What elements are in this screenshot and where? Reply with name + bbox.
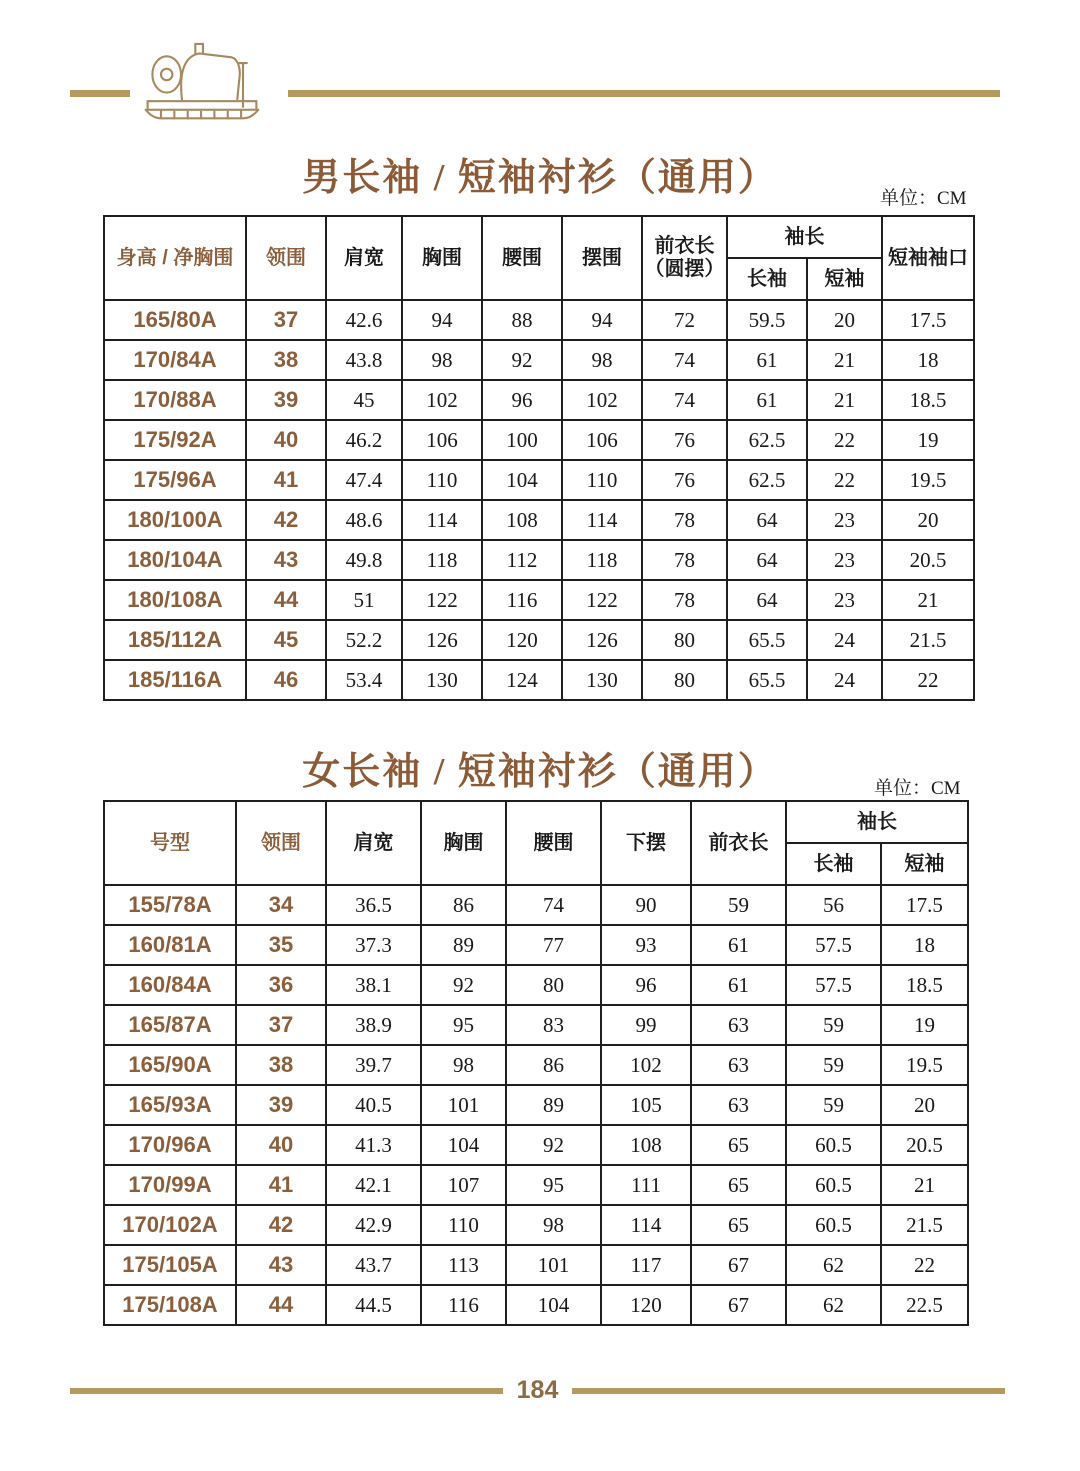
table-cell: 100 bbox=[482, 420, 562, 460]
table-cell: 39 bbox=[236, 1085, 326, 1125]
table-cell: 45 bbox=[246, 620, 326, 660]
table-cell: 40 bbox=[236, 1125, 326, 1165]
header-rule-right bbox=[288, 90, 1000, 97]
table-cell: 106 bbox=[562, 420, 642, 460]
table-cell: 22 bbox=[882, 660, 974, 700]
table-cell: 89 bbox=[506, 1085, 601, 1125]
table-cell: 24 bbox=[807, 660, 882, 700]
table-cell: 63 bbox=[691, 1085, 786, 1125]
table-cell: 42 bbox=[236, 1205, 326, 1245]
column-header-collar: 领围 bbox=[246, 216, 326, 300]
table-cell: 44.5 bbox=[326, 1285, 421, 1325]
table-cell: 62.5 bbox=[727, 420, 807, 460]
table-cell: 35 bbox=[236, 925, 326, 965]
table-cell: 98 bbox=[562, 340, 642, 380]
table-cell: 83 bbox=[506, 1005, 601, 1045]
table-cell: 76 bbox=[642, 460, 727, 500]
table-row bbox=[104, 1005, 968, 1045]
table-cell: 18.5 bbox=[882, 380, 974, 420]
table-cell: 80 bbox=[642, 660, 727, 700]
unit-label-mens: 单位：CM bbox=[880, 188, 967, 209]
table-cell: 41 bbox=[246, 460, 326, 500]
table-cell: 104 bbox=[482, 460, 562, 500]
table-cell: 165/87A bbox=[104, 1005, 236, 1045]
front-length-line2: （圆摆） bbox=[644, 258, 725, 280]
table-cell: 65.5 bbox=[727, 620, 807, 660]
table-cell: 74 bbox=[642, 380, 727, 420]
table-cell: 57.5 bbox=[786, 965, 881, 1005]
table-cell: 117 bbox=[601, 1245, 691, 1285]
table-cell: 65.5 bbox=[727, 660, 807, 700]
column-header-height-chest: 身高 / 净胸围 bbox=[104, 216, 246, 300]
table-cell: 111 bbox=[601, 1165, 691, 1205]
table-cell: 43.7 bbox=[326, 1245, 421, 1285]
table-cell: 64 bbox=[727, 580, 807, 620]
table-cell: 61 bbox=[727, 380, 807, 420]
page-number: 184 bbox=[516, 1376, 559, 1404]
table-cell: 42.6 bbox=[326, 300, 402, 340]
table-cell: 63 bbox=[691, 1005, 786, 1045]
table-cell: 122 bbox=[402, 580, 482, 620]
front-length-line1: 前衣长 bbox=[654, 235, 715, 257]
table-cell: 19 bbox=[881, 1005, 968, 1045]
table-cell: 43 bbox=[236, 1245, 326, 1285]
table-cell: 110 bbox=[562, 460, 642, 500]
table-cell: 107 bbox=[421, 1165, 506, 1205]
table-cell: 23 bbox=[807, 540, 882, 580]
table-row bbox=[104, 380, 974, 420]
table-cell: 94 bbox=[562, 300, 642, 340]
table-cell: 20 bbox=[807, 300, 882, 340]
table-cell: 120 bbox=[482, 620, 562, 660]
table-row bbox=[104, 580, 974, 620]
table-cell: 43 bbox=[246, 540, 326, 580]
table-cell: 165/93A bbox=[104, 1085, 236, 1125]
table-cell: 36.5 bbox=[326, 885, 421, 925]
table-cell: 20.5 bbox=[882, 540, 974, 580]
column-header-front-length: 前衣长 bbox=[691, 801, 786, 885]
table-cell: 80 bbox=[642, 620, 727, 660]
table-cell: 36 bbox=[236, 965, 326, 1005]
table-cell: 37 bbox=[236, 1005, 326, 1045]
table-cell: 175/96A bbox=[104, 460, 246, 500]
table-cell: 175/92A bbox=[104, 420, 246, 460]
table-cell: 21.5 bbox=[882, 620, 974, 660]
table-cell: 124 bbox=[482, 660, 562, 700]
table-cell: 170/102A bbox=[104, 1205, 236, 1245]
womens-size-table bbox=[103, 800, 969, 1326]
table-cell: 88 bbox=[482, 300, 562, 340]
table-cell: 61 bbox=[691, 925, 786, 965]
column-header-waist: 腰围 bbox=[506, 801, 601, 885]
table-cell: 118 bbox=[562, 540, 642, 580]
column-header-bust: 胸围 bbox=[421, 801, 506, 885]
table-cell: 20.5 bbox=[881, 1125, 968, 1165]
table-cell: 52.2 bbox=[326, 620, 402, 660]
table-cell: 61 bbox=[691, 965, 786, 1005]
table-cell: 63 bbox=[691, 1045, 786, 1085]
table-cell: 105 bbox=[601, 1085, 691, 1125]
table-cell: 67 bbox=[691, 1285, 786, 1325]
table-cell: 46.2 bbox=[326, 420, 402, 460]
table-row bbox=[104, 1125, 968, 1165]
header-row bbox=[104, 801, 968, 843]
table-cell: 76 bbox=[642, 420, 727, 460]
table-cell: 42 bbox=[246, 500, 326, 540]
table-row bbox=[104, 340, 974, 380]
table-cell: 98 bbox=[402, 340, 482, 380]
table-cell: 40 bbox=[246, 420, 326, 460]
table-cell: 23 bbox=[807, 500, 882, 540]
table-cell: 116 bbox=[482, 580, 562, 620]
footer-rule-left bbox=[70, 1388, 503, 1394]
table-cell: 175/105A bbox=[104, 1245, 236, 1285]
table-cell: 130 bbox=[562, 660, 642, 700]
table-cell: 59 bbox=[786, 1045, 881, 1085]
table-cell: 90 bbox=[601, 885, 691, 925]
table-row bbox=[104, 925, 968, 965]
table-cell: 114 bbox=[601, 1205, 691, 1245]
table-cell: 59.5 bbox=[727, 300, 807, 340]
table-cell: 180/104A bbox=[104, 540, 246, 580]
table-cell: 19.5 bbox=[882, 460, 974, 500]
table-cell: 94 bbox=[402, 300, 482, 340]
table-cell: 165/80A bbox=[104, 300, 246, 340]
table-cell: 98 bbox=[421, 1045, 506, 1085]
table-row bbox=[104, 1245, 968, 1285]
table-cell: 104 bbox=[421, 1125, 506, 1165]
table-cell: 95 bbox=[506, 1165, 601, 1205]
table-cell: 78 bbox=[642, 500, 727, 540]
table-cell: 44 bbox=[236, 1285, 326, 1325]
table-cell: 67 bbox=[691, 1245, 786, 1285]
column-header-hem: 下摆 bbox=[601, 801, 691, 885]
table-cell: 180/100A bbox=[104, 500, 246, 540]
womens-section-title: 女长袖 / 短袖衬衫（通用） bbox=[302, 751, 778, 793]
table-cell: 49.8 bbox=[326, 540, 402, 580]
table-cell: 104 bbox=[506, 1285, 601, 1325]
table-cell: 38.9 bbox=[326, 1005, 421, 1045]
table-cell: 126 bbox=[562, 620, 642, 660]
table-cell: 53.4 bbox=[326, 660, 402, 700]
table-cell: 96 bbox=[482, 380, 562, 420]
table-cell: 42.9 bbox=[326, 1205, 421, 1245]
table-cell: 64 bbox=[727, 540, 807, 580]
table-cell: 78 bbox=[642, 580, 727, 620]
table-cell: 44 bbox=[246, 580, 326, 620]
table-cell: 108 bbox=[601, 1125, 691, 1165]
column-header-front-length bbox=[642, 216, 727, 300]
table-cell: 18 bbox=[882, 340, 974, 380]
table-cell: 170/84A bbox=[104, 340, 246, 380]
table-cell: 95 bbox=[421, 1005, 506, 1045]
table-cell: 37.3 bbox=[326, 925, 421, 965]
table-cell: 106 bbox=[402, 420, 482, 460]
table-cell: 118 bbox=[402, 540, 482, 580]
table-cell: 21.5 bbox=[881, 1205, 968, 1245]
table-cell: 21 bbox=[807, 340, 882, 380]
table-cell: 65 bbox=[691, 1165, 786, 1205]
column-header-short-sleeve: 短袖 bbox=[881, 843, 968, 885]
table-cell: 18.5 bbox=[881, 965, 968, 1005]
table-cell: 170/96A bbox=[104, 1125, 236, 1165]
header-row bbox=[104, 216, 974, 258]
column-header-short-cuff: 短袖袖口 bbox=[882, 216, 974, 300]
footer-rule-right bbox=[572, 1388, 1005, 1394]
table-cell: 43.8 bbox=[326, 340, 402, 380]
table-cell: 42.1 bbox=[326, 1165, 421, 1205]
column-header-sleeve-group: 袖长 bbox=[786, 801, 968, 843]
table-cell: 122 bbox=[562, 580, 642, 620]
table-cell: 114 bbox=[562, 500, 642, 540]
table-cell: 92 bbox=[506, 1125, 601, 1165]
table-cell: 60.5 bbox=[786, 1165, 881, 1205]
table-cell: 22 bbox=[881, 1245, 968, 1285]
table-cell: 62 bbox=[786, 1245, 881, 1285]
table-row bbox=[104, 300, 974, 340]
table-row bbox=[104, 1085, 968, 1125]
table-cell: 22.5 bbox=[881, 1285, 968, 1325]
table-cell: 165/90A bbox=[104, 1045, 236, 1085]
table-cell: 130 bbox=[402, 660, 482, 700]
table-cell: 72 bbox=[642, 300, 727, 340]
table-row bbox=[104, 965, 968, 1005]
table-cell: 102 bbox=[402, 380, 482, 420]
table-row bbox=[104, 420, 974, 460]
table-cell: 38 bbox=[236, 1045, 326, 1085]
table-cell: 126 bbox=[402, 620, 482, 660]
table-cell: 102 bbox=[562, 380, 642, 420]
table-cell: 59 bbox=[786, 1085, 881, 1125]
table-cell: 57.5 bbox=[786, 925, 881, 965]
table-cell: 160/81A bbox=[104, 925, 236, 965]
table-cell: 113 bbox=[421, 1245, 506, 1285]
table-cell: 175/108A bbox=[104, 1285, 236, 1325]
table-cell: 41.3 bbox=[326, 1125, 421, 1165]
column-header-hem: 摆围 bbox=[562, 216, 642, 300]
table-cell: 38.1 bbox=[326, 965, 421, 1005]
column-header-bust: 胸围 bbox=[402, 216, 482, 300]
table-row bbox=[104, 1165, 968, 1205]
table-cell: 47.4 bbox=[326, 460, 402, 500]
table-cell: 45 bbox=[326, 380, 402, 420]
table-row bbox=[104, 460, 974, 500]
unit-label-womens: 单位：CM bbox=[874, 778, 961, 799]
table-cell: 39.7 bbox=[326, 1045, 421, 1085]
table-cell: 18 bbox=[881, 925, 968, 965]
table-cell: 17.5 bbox=[881, 885, 968, 925]
table-cell: 98 bbox=[506, 1205, 601, 1245]
table-cell: 78 bbox=[642, 540, 727, 580]
table-cell: 102 bbox=[601, 1045, 691, 1085]
table-row bbox=[104, 660, 974, 700]
table-cell: 86 bbox=[421, 885, 506, 925]
table-cell: 22 bbox=[807, 420, 882, 460]
header-rule-left bbox=[70, 90, 130, 97]
table-row bbox=[104, 620, 974, 660]
table-cell: 34 bbox=[236, 885, 326, 925]
column-header-short-sleeve: 短袖 bbox=[807, 258, 882, 300]
table-cell: 62.5 bbox=[727, 460, 807, 500]
table-cell: 61 bbox=[727, 340, 807, 380]
table-cell: 21 bbox=[807, 380, 882, 420]
table-cell: 65 bbox=[691, 1205, 786, 1245]
table-cell: 22 bbox=[807, 460, 882, 500]
table-row bbox=[104, 1205, 968, 1245]
table-cell: 89 bbox=[421, 925, 506, 965]
table-cell: 114 bbox=[402, 500, 482, 540]
table-cell: 48.6 bbox=[326, 500, 402, 540]
table-cell: 56 bbox=[786, 885, 881, 925]
table-cell: 37 bbox=[246, 300, 326, 340]
table-cell: 185/116A bbox=[104, 660, 246, 700]
table-cell: 101 bbox=[506, 1245, 601, 1285]
table-cell: 17.5 bbox=[882, 300, 974, 340]
table-cell: 120 bbox=[601, 1285, 691, 1325]
table-cell: 74 bbox=[506, 885, 601, 925]
table-cell: 92 bbox=[482, 340, 562, 380]
table-cell: 40.5 bbox=[326, 1085, 421, 1125]
table-cell: 60.5 bbox=[786, 1205, 881, 1245]
table-cell: 60.5 bbox=[786, 1125, 881, 1165]
table-cell: 39 bbox=[246, 380, 326, 420]
table-cell: 170/99A bbox=[104, 1165, 236, 1205]
table-cell: 185/112A bbox=[104, 620, 246, 660]
table-cell: 86 bbox=[506, 1045, 601, 1085]
table-cell: 112 bbox=[482, 540, 562, 580]
table-cell: 180/108A bbox=[104, 580, 246, 620]
column-header-sleeve-group: 袖长 bbox=[727, 216, 882, 258]
table-cell: 20 bbox=[881, 1085, 968, 1125]
table-cell: 59 bbox=[786, 1005, 881, 1045]
table-cell: 46 bbox=[246, 660, 326, 700]
table-cell: 93 bbox=[601, 925, 691, 965]
column-header-shoulder: 肩宽 bbox=[326, 801, 421, 885]
table-cell: 21 bbox=[881, 1165, 968, 1205]
table-cell: 101 bbox=[421, 1085, 506, 1125]
sewing-machine-icon bbox=[140, 34, 264, 134]
table-cell: 80 bbox=[506, 965, 601, 1005]
table-cell: 96 bbox=[601, 965, 691, 1005]
column-header-shoulder: 肩宽 bbox=[326, 216, 402, 300]
table-cell: 65 bbox=[691, 1125, 786, 1165]
table-cell: 160/84A bbox=[104, 965, 236, 1005]
table-cell: 99 bbox=[601, 1005, 691, 1045]
table-row bbox=[104, 500, 974, 540]
table-row bbox=[104, 540, 974, 580]
table-cell: 116 bbox=[421, 1285, 506, 1325]
mens-section-title: 男长袖 / 短袖衬衫（通用） bbox=[302, 157, 778, 199]
table-cell: 110 bbox=[421, 1205, 506, 1245]
table-cell: 64 bbox=[727, 500, 807, 540]
table-cell: 24 bbox=[807, 620, 882, 660]
table-cell: 59 bbox=[691, 885, 786, 925]
column-header-long-sleeve: 长袖 bbox=[727, 258, 807, 300]
table-cell: 92 bbox=[421, 965, 506, 1005]
column-header-waist: 腰围 bbox=[482, 216, 562, 300]
table-cell: 74 bbox=[642, 340, 727, 380]
mens-size-table bbox=[103, 215, 975, 701]
table-cell: 62 bbox=[786, 1285, 881, 1325]
table-cell: 155/78A bbox=[104, 885, 236, 925]
column-header-collar: 领围 bbox=[236, 801, 326, 885]
table-cell: 19.5 bbox=[881, 1045, 968, 1085]
table-cell: 19 bbox=[882, 420, 974, 460]
column-header-long-sleeve: 长袖 bbox=[786, 843, 881, 885]
table-cell: 170/88A bbox=[104, 380, 246, 420]
table-row bbox=[104, 885, 968, 925]
table-cell: 20 bbox=[882, 500, 974, 540]
table-cell: 38 bbox=[246, 340, 326, 380]
table-row bbox=[104, 1045, 968, 1085]
table-cell: 77 bbox=[506, 925, 601, 965]
column-header-size-code: 号型 bbox=[104, 801, 236, 885]
table-cell: 21 bbox=[882, 580, 974, 620]
page-footer bbox=[70, 1376, 1005, 1405]
table-cell: 110 bbox=[402, 460, 482, 500]
table-row bbox=[104, 1285, 968, 1325]
table-cell: 23 bbox=[807, 580, 882, 620]
table-cell: 41 bbox=[236, 1165, 326, 1205]
table-cell: 108 bbox=[482, 500, 562, 540]
table-cell: 51 bbox=[326, 580, 402, 620]
